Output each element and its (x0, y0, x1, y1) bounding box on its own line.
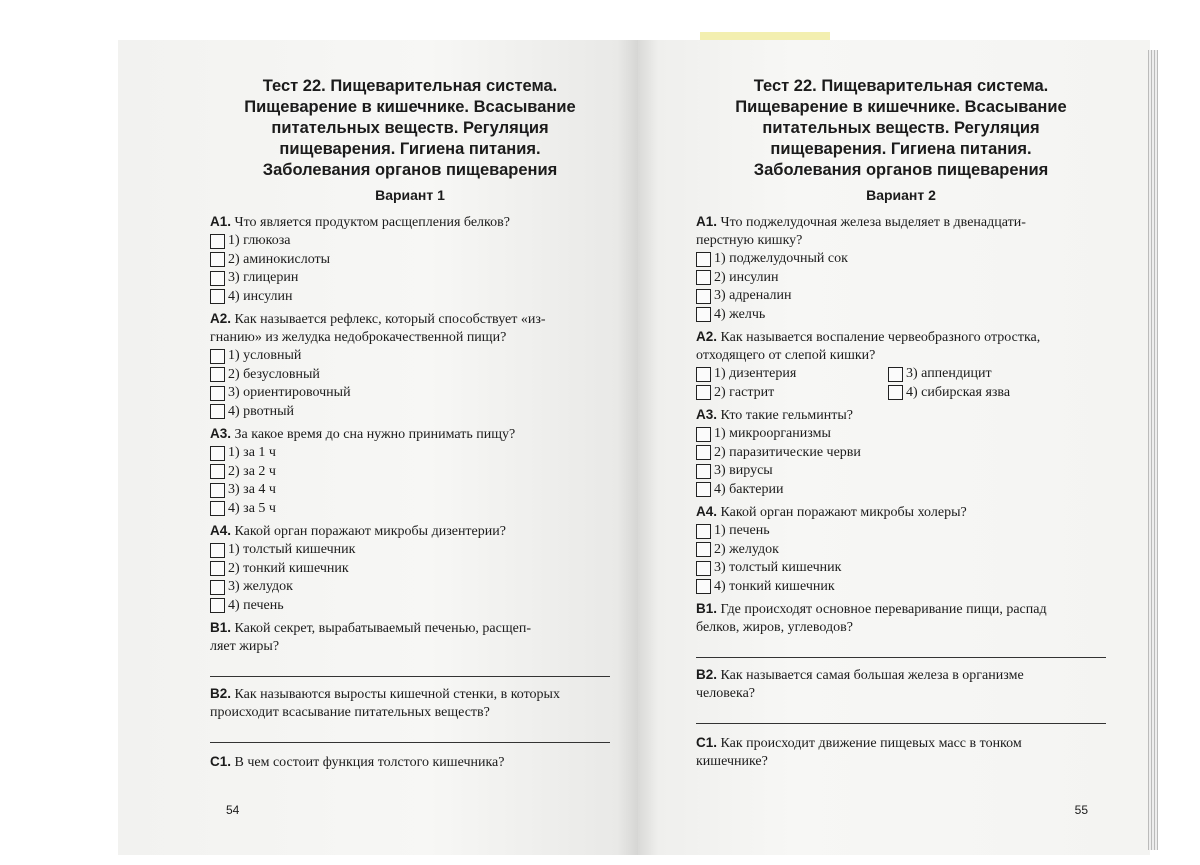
question-text: Какой орган поражают микробы холеры? (720, 505, 967, 520)
question-number: А2. (696, 329, 718, 344)
option-label: 1) толстый кишечник (228, 542, 356, 557)
option-label: 2) за 2 ч (228, 463, 276, 479)
option[interactable] (210, 366, 610, 385)
test-title (210, 76, 610, 181)
checkbox[interactable] (210, 349, 225, 364)
page-left (118, 40, 638, 855)
checkbox[interactable] (210, 446, 225, 461)
option[interactable] (210, 500, 610, 519)
option-label: 4) бактерии (714, 481, 784, 497)
question-b2 (696, 666, 1106, 703)
option-label: 3) вирусы (714, 463, 773, 478)
question-text: ляет жиры? (210, 639, 280, 654)
option[interactable] (696, 541, 1106, 560)
option-label: 4) сибирская язва (906, 384, 1011, 400)
option-label: 2) инсулин (714, 269, 779, 285)
option-label: 1) поджелудочный сок (714, 251, 848, 266)
question-text: За какое время до сна нужно принимать пищу? (234, 427, 516, 442)
option-label: 2) желудок (714, 541, 779, 557)
checkbox[interactable] (210, 464, 225, 479)
option[interactable] (888, 384, 1088, 403)
checkbox[interactable] (210, 561, 225, 576)
question-number: А3. (696, 407, 718, 422)
checkbox[interactable] (210, 501, 225, 516)
question-text: отходящего от слепой кишки? (696, 348, 876, 363)
checkbox[interactable] (696, 385, 711, 400)
option[interactable] (696, 365, 888, 384)
question-number: В1. (210, 620, 232, 635)
question-b1 (210, 619, 610, 656)
question-number: А1. (210, 214, 232, 229)
title-line: пищеварения. Гигиена питания. (279, 140, 541, 158)
option-label: 4) желчь (714, 306, 766, 322)
option[interactable] (210, 541, 610, 560)
answer-line[interactable] (210, 722, 610, 743)
option-label: 2) гастрит (714, 384, 775, 400)
option-label: 4) тонкий кишечник (714, 578, 835, 594)
option-label: 3) желудок (228, 579, 293, 594)
checkbox[interactable] (696, 561, 711, 576)
title-line: Пищеварение в кишечнике. Всасывание (735, 98, 1067, 116)
question-number: В2. (696, 667, 718, 682)
option[interactable] (210, 288, 610, 307)
question-number: А3. (210, 426, 232, 441)
variant-label: Вариант 1 (375, 187, 445, 203)
answer-line[interactable] (696, 637, 1106, 658)
question-number: С1. (210, 754, 232, 769)
question-a2 (696, 328, 1106, 365)
option-label: 1) глюкоза (228, 233, 291, 248)
checkbox[interactable] (210, 367, 225, 382)
option[interactable] (696, 425, 1106, 444)
option-label: 4) рвотный (228, 403, 295, 419)
page-right (638, 40, 1150, 855)
option-label: 3) за 4 ч (228, 482, 276, 497)
question-text: Как называется воспаление червеобразного отростка, (720, 330, 1041, 345)
right-content (696, 76, 1106, 771)
checkbox[interactable] (696, 524, 711, 539)
question-number: С1. (696, 735, 718, 750)
question-a4 (210, 522, 610, 541)
checkbox[interactable] (696, 307, 711, 322)
checkbox[interactable] (696, 464, 711, 479)
option[interactable] (696, 559, 1106, 578)
checkbox[interactable] (696, 427, 711, 442)
option[interactable] (696, 384, 888, 403)
option-label: 4) печень (228, 597, 284, 613)
checkbox[interactable] (696, 445, 711, 460)
option[interactable] (210, 347, 610, 366)
option[interactable] (210, 463, 610, 482)
checkbox[interactable] (210, 580, 225, 595)
question-number: В2. (210, 686, 232, 701)
question-text: Кто такие гельминты? (720, 408, 853, 423)
question-text: Какой секрет, вырабатываемый печенью, расщеп- (234, 621, 532, 636)
option[interactable] (210, 251, 610, 270)
option[interactable] (696, 522, 1106, 541)
question-a1 (696, 213, 1106, 250)
checkbox[interactable] (210, 404, 225, 419)
checkbox[interactable] (696, 270, 711, 285)
checkbox[interactable] (696, 579, 711, 594)
checkbox[interactable] (696, 289, 711, 304)
question-text: Что поджелудочная железа выделяет в двенадцати- (720, 215, 1026, 230)
question-text: белков, жиров, углеводов? (696, 620, 853, 635)
option-label: 1) условный (228, 348, 302, 363)
title-line: Заболевания органов пищеварения (753, 161, 1049, 179)
question-text: Как называется самая большая железа в организме (720, 668, 1024, 683)
checkbox[interactable] (210, 234, 225, 249)
option[interactable] (696, 306, 1106, 325)
question-text: происходит всасывание питательных веществ? (210, 705, 490, 720)
option-label: 4) за 5 ч (228, 500, 276, 516)
question-number: В1. (696, 601, 718, 616)
option-label: 3) толстый кишечник (714, 560, 842, 575)
title-line: Заболевания органов пищеварения (262, 161, 558, 179)
question-a3 (210, 425, 610, 444)
question-text: человека? (696, 686, 756, 701)
checkbox[interactable] (696, 542, 711, 557)
question-number: А1. (696, 214, 718, 229)
question-text: Как называется рефлекс, который способствует «из- (234, 312, 546, 327)
page-number: 54 (226, 803, 240, 817)
checkbox[interactable] (210, 386, 225, 401)
option[interactable] (696, 462, 1106, 481)
checkbox[interactable] (888, 385, 903, 400)
option[interactable] (696, 269, 1106, 288)
checkbox[interactable] (210, 483, 225, 498)
option-label: 3) аппендицит (906, 366, 992, 381)
question-b1 (696, 600, 1106, 637)
title-line: питательных веществ. Регуляция (762, 119, 1040, 137)
question-number: А2. (210, 311, 232, 326)
left-content (210, 76, 610, 772)
checkbox[interactable] (210, 598, 225, 613)
question-text: гнанию» из желудка недоброкачественной пищи? (210, 330, 507, 345)
question-a2 (210, 310, 610, 347)
option-label: 1) за 1 ч (228, 445, 276, 460)
question-text: В чем состоит функция толстого кишечника? (234, 755, 505, 770)
option-label: 3) глицерин (228, 270, 299, 285)
question-text: Где происходят основное переваривание пищи, распад (720, 602, 1047, 617)
checkbox[interactable] (696, 252, 711, 267)
checkbox[interactable] (210, 543, 225, 558)
test-title (696, 76, 1106, 181)
question-text: Что является продуктом расщепления белков? (234, 215, 510, 230)
question-number: А4. (696, 504, 718, 519)
question-a3 (696, 406, 1106, 425)
title-line: пищеварения. Гигиена питания. (770, 140, 1032, 158)
option[interactable] (696, 578, 1106, 597)
option[interactable] (696, 444, 1106, 463)
option-label: 3) адреналин (714, 288, 792, 303)
page-number: 55 (1074, 803, 1088, 817)
question-c1 (210, 753, 610, 772)
option-label: 2) паразитические черви (714, 444, 861, 460)
option-label: 2) тонкий кишечник (228, 560, 349, 576)
checkbox[interactable] (888, 367, 903, 382)
question-c1 (696, 734, 1106, 771)
title-line: Тест 22. Пищеварительная система. (753, 77, 1049, 95)
options-grid (696, 365, 1106, 402)
option[interactable] (210, 597, 610, 616)
option[interactable] (210, 384, 610, 403)
page-edges (1148, 50, 1158, 850)
option[interactable] (210, 232, 610, 251)
option[interactable] (210, 403, 610, 422)
option-label: 1) микроорганизмы (714, 426, 831, 441)
question-text: Как называются выросты кишечной стенки, в которых (234, 687, 560, 702)
title-line: Пищеварение в кишечнике. Всасывание (244, 98, 576, 116)
question-text: кишечнике? (696, 754, 768, 769)
option[interactable] (210, 444, 610, 463)
question-number: А4. (210, 523, 232, 538)
option-label: 2) безусловный (228, 366, 320, 382)
question-text: Как происходит движение пищевых масс в тонком (720, 736, 1022, 751)
checkbox[interactable] (210, 289, 225, 304)
question-text: перстную кишку? (696, 233, 803, 248)
answer-line[interactable] (696, 703, 1106, 724)
question-a1 (210, 213, 610, 232)
option-label: 1) дизентерия (714, 366, 797, 381)
question-b2 (210, 685, 610, 722)
option-label: 1) печень (714, 523, 770, 538)
option-label: 2) аминокислоты (228, 251, 331, 267)
option-label: 4) инсулин (228, 288, 293, 304)
question-a4 (696, 503, 1106, 522)
book-spread (118, 40, 1158, 855)
option[interactable] (696, 481, 1106, 500)
checkbox[interactable] (210, 252, 225, 267)
checkbox[interactable] (210, 271, 225, 286)
checkbox[interactable] (696, 482, 711, 497)
question-text: Какой орган поражают микробы дизентерии? (234, 524, 506, 539)
option[interactable] (210, 269, 610, 288)
answer-line[interactable] (210, 656, 610, 677)
option[interactable] (210, 560, 610, 579)
checkbox[interactable] (696, 367, 711, 382)
option[interactable] (210, 481, 610, 500)
option[interactable] (696, 250, 1106, 269)
option[interactable] (696, 287, 1106, 306)
variant-label: Вариант 2 (866, 187, 936, 203)
title-line: Тест 22. Пищеварительная система. (262, 77, 558, 95)
option[interactable] (888, 365, 1088, 384)
option[interactable] (210, 578, 610, 597)
title-line: питательных веществ. Регуляция (271, 119, 549, 137)
option-label: 3) ориентировочный (228, 385, 351, 400)
